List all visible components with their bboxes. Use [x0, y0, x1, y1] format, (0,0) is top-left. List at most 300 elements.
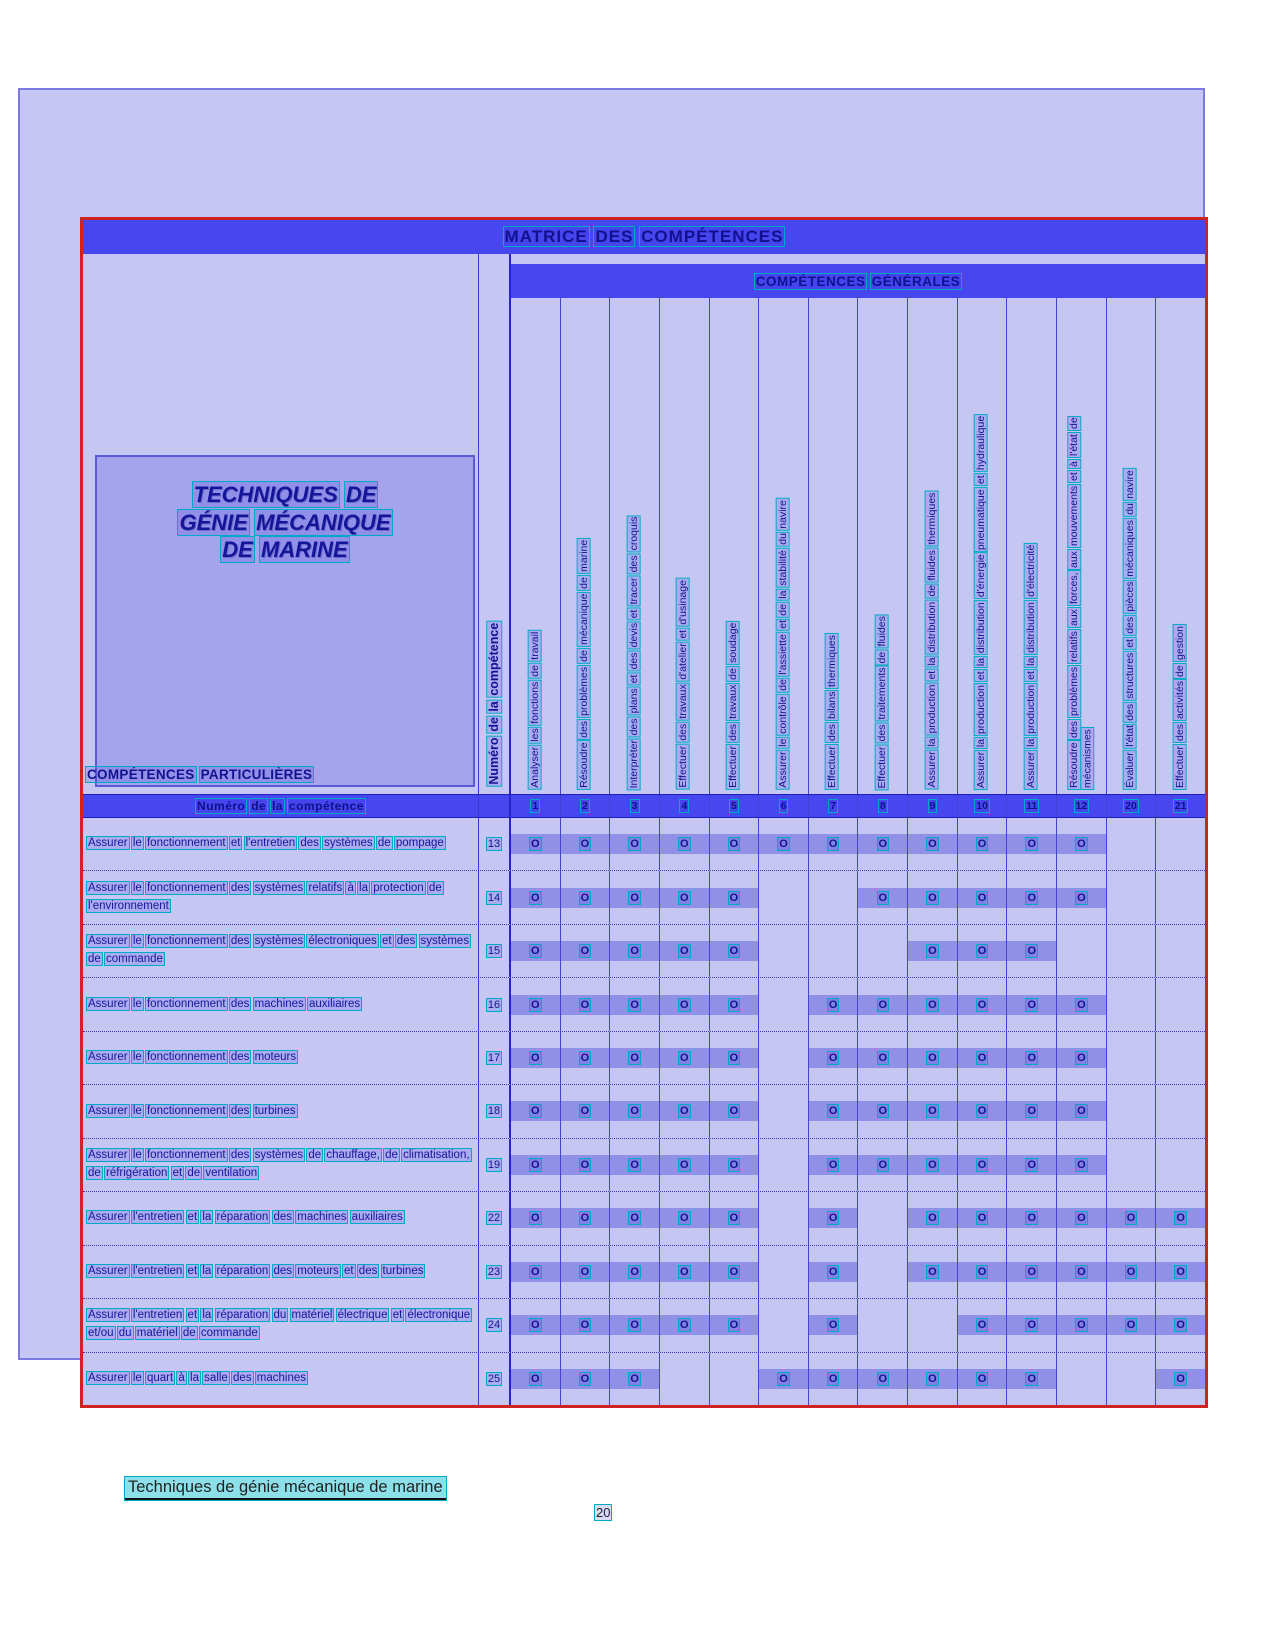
mark-band — [1057, 888, 1106, 908]
matrix-cell — [610, 978, 660, 1030]
word-box: Résoudre — [1067, 742, 1080, 788]
competency-mark: O — [729, 1105, 739, 1118]
word-box: d'électricité — [1024, 545, 1037, 598]
word-box: moteurs — [297, 1264, 339, 1277]
row-cells — [511, 1085, 1205, 1137]
competency-mark: O — [1126, 1319, 1136, 1332]
competency-mark: O — [878, 891, 888, 904]
competency-mark: O — [531, 1105, 540, 1118]
matrix-cell — [759, 1032, 809, 1084]
competency-mark: O — [580, 1212, 590, 1225]
word-box: fluides — [875, 615, 888, 646]
matrix-cell — [1107, 1085, 1157, 1137]
mark-band — [511, 1155, 560, 1175]
competency-number-cell — [858, 795, 908, 817]
mark-band — [610, 995, 659, 1015]
mark-band — [1007, 834, 1056, 854]
matrix-cell — [511, 978, 561, 1030]
matrix-cell — [809, 1085, 859, 1137]
number-row-label-cell — [83, 795, 479, 817]
matrix-cell — [561, 978, 611, 1030]
matrix-cell — [809, 818, 859, 870]
matrix-cell — [610, 1353, 660, 1405]
competency-mark: O — [630, 1319, 639, 1332]
competency-number-cell — [908, 795, 958, 817]
word-box: et — [392, 1309, 403, 1322]
matrix-cell — [908, 1139, 958, 1191]
mark-band — [660, 1155, 709, 1175]
competency-mark: O — [580, 1319, 590, 1332]
matrix-cell — [561, 1085, 611, 1137]
word-box: Assurer — [88, 881, 128, 894]
competency-mark: O — [779, 838, 788, 851]
word-box: structures — [1124, 652, 1137, 699]
matrix-cell — [561, 1299, 611, 1351]
competency-mark: O — [928, 1105, 937, 1118]
competency-mark: O — [630, 1158, 639, 1171]
competency-mark: O — [531, 1372, 540, 1385]
competency-mark: O — [977, 1052, 987, 1065]
word-box: et — [1124, 639, 1137, 648]
matrix-cell — [1007, 925, 1057, 977]
word-box: stabilité — [776, 550, 789, 587]
word-box: des — [230, 1051, 250, 1064]
matrix-cell — [660, 978, 710, 1030]
matrix-row — [83, 871, 1205, 924]
matrix-cell — [1156, 1299, 1205, 1351]
competency-mark: O — [977, 1212, 987, 1225]
mark-band — [958, 1155, 1007, 1175]
mark-band — [809, 1369, 858, 1389]
word-box: travaux — [677, 684, 690, 720]
mark-band — [511, 888, 560, 908]
competency-mark: O — [828, 1212, 838, 1225]
mark-band — [809, 995, 858, 1015]
word-box: et — [187, 1309, 198, 1322]
word-box: MATRICE — [504, 227, 588, 246]
competency-mark: O — [1027, 1265, 1036, 1278]
word-box: Assurer — [88, 1051, 128, 1064]
mark-band — [511, 834, 560, 854]
competency-mark: O — [928, 1052, 937, 1065]
word-box: Effectuer — [677, 746, 690, 788]
competency-number-cell — [759, 795, 809, 817]
word-box: fonctionnement — [146, 1104, 226, 1117]
word-box: et — [925, 671, 938, 680]
competency-mark: O — [878, 838, 888, 851]
competency-mark: O — [580, 1265, 590, 1278]
word-box: compétence — [288, 799, 364, 813]
row-label — [87, 1049, 297, 1067]
competency-number: 5 — [730, 800, 737, 812]
competency-mark: O — [1027, 1052, 1036, 1065]
general-competency-column — [660, 298, 710, 794]
mark-band — [610, 1208, 659, 1228]
word-box: systèmes — [254, 935, 304, 948]
matrix-cell — [809, 978, 859, 1030]
matrix-cell — [1057, 925, 1107, 977]
general-competency-label — [876, 615, 890, 789]
row-label — [87, 835, 445, 853]
word-box: machines — [297, 1211, 347, 1224]
competency-mark: O — [1126, 1265, 1136, 1278]
competency-mark: O — [828, 1158, 838, 1171]
row-number-cell — [479, 1246, 511, 1298]
word-box: du — [1124, 503, 1137, 516]
matrix-cell — [858, 1139, 908, 1191]
word-box: et — [627, 608, 640, 618]
mark-band — [1057, 1155, 1106, 1175]
matrix-rows — [83, 818, 1205, 1405]
mark-band — [561, 1315, 610, 1335]
word-box: et — [230, 837, 241, 850]
row-number: 19 — [487, 1158, 501, 1171]
competency-mark: O — [977, 1319, 987, 1332]
word-box: des — [826, 724, 839, 742]
word-box: travaux — [727, 684, 740, 720]
row-label — [87, 880, 474, 916]
word-box: matériel — [291, 1309, 333, 1322]
mark-band — [610, 941, 659, 961]
competency-mark: O — [878, 1105, 888, 1118]
competency-mark: O — [729, 891, 739, 904]
word-box: la — [202, 1211, 212, 1224]
matrix-cell — [958, 1085, 1008, 1137]
word-box: systèmes — [420, 935, 470, 948]
matrix-row — [83, 1246, 1205, 1299]
competency-mark: O — [1027, 1372, 1036, 1385]
competency-number-cell — [958, 795, 1008, 817]
mark-band — [1057, 1101, 1106, 1121]
competency-mark: O — [531, 1265, 540, 1278]
matrix-cell — [1057, 1139, 1107, 1191]
competency-mark: O — [828, 1372, 838, 1385]
word-box: systèmes — [324, 837, 373, 850]
mark-band — [710, 1048, 759, 1068]
word-box: du — [273, 1309, 287, 1322]
word-box: Assurer — [88, 837, 128, 850]
word-box: des — [230, 881, 250, 894]
word-box: Assurer — [88, 1371, 128, 1384]
competency-mark: O — [928, 891, 937, 904]
competency-mark: O — [977, 998, 987, 1011]
word-box: l'état — [1124, 725, 1137, 748]
word-box: thermiques — [925, 493, 938, 546]
competency-mark: O — [679, 891, 689, 904]
competency-mark: O — [878, 1158, 888, 1171]
matrix-cell — [511, 1299, 561, 1351]
word-box: systèmes — [254, 1149, 304, 1162]
mark-band — [958, 1208, 1007, 1228]
word-box: mécaniques — [1124, 520, 1137, 577]
row-label — [87, 996, 361, 1014]
competency-mark: O — [1176, 1212, 1185, 1225]
row-number-cell — [479, 871, 511, 923]
competency-mark: O — [1077, 838, 1086, 851]
mark-band — [858, 995, 907, 1015]
word-box: du — [118, 1327, 132, 1340]
word-box: électrique — [337, 1309, 388, 1322]
matrix-cell — [958, 925, 1008, 977]
competency-mark: O — [580, 998, 590, 1011]
competency-mark: O — [1176, 1372, 1185, 1385]
word-box: fonctionnement — [146, 997, 226, 1010]
competency-number: 1 — [532, 800, 539, 812]
matrix-cell — [809, 871, 859, 923]
word-box: de — [727, 668, 740, 681]
word-box: relatifs — [1067, 630, 1080, 662]
word-box: de — [925, 585, 938, 598]
row-number: 22 — [487, 1212, 501, 1225]
matrix-row — [83, 1299, 1205, 1352]
word-box: matériel — [136, 1327, 178, 1340]
word-box: et — [381, 935, 392, 948]
matrix-cell — [660, 818, 710, 870]
matrix-cell — [511, 818, 561, 870]
word-box: de — [251, 799, 267, 813]
matrix-cell — [660, 1085, 710, 1137]
matrix-cell — [1156, 1246, 1205, 1298]
competency-mark: O — [531, 945, 540, 958]
matrix-cell — [561, 1246, 611, 1298]
word-box: de — [776, 604, 789, 616]
word-box: et — [677, 629, 690, 639]
matrix-cell — [610, 1246, 660, 1298]
mark-band — [511, 941, 560, 961]
matrix-cell — [958, 871, 1008, 923]
word-box: la — [925, 657, 938, 667]
competency-matrix-table — [80, 217, 1208, 1408]
mark-band — [908, 1208, 957, 1228]
row-cells — [511, 1032, 1205, 1084]
word-box: fonctions — [528, 681, 541, 724]
word-box: réparation — [216, 1211, 269, 1224]
competency-mark: O — [580, 945, 590, 958]
word-box: le — [132, 1051, 142, 1064]
word-box: quart — [146, 1371, 174, 1384]
mark-band — [610, 1101, 659, 1121]
competency-mark: O — [828, 998, 838, 1011]
competency-number-cell — [660, 795, 710, 817]
mark-band — [908, 888, 957, 908]
word-box: climatisation, — [403, 1149, 470, 1162]
general-competency-column — [1057, 298, 1107, 794]
mark-band — [958, 834, 1007, 854]
general-competencies-band — [511, 264, 1205, 298]
competency-number: 9 — [929, 800, 936, 812]
general-competency-column — [561, 298, 611, 794]
competency-number-axis-label — [486, 622, 502, 786]
footer-program-title — [125, 1478, 446, 1497]
competency-mark: O — [531, 998, 540, 1011]
matrix-cell — [858, 1192, 908, 1244]
competency-mark: O — [1027, 945, 1036, 958]
competency-mark: O — [679, 1319, 689, 1332]
competency-mark: O — [828, 1319, 838, 1332]
matrix-cell — [1007, 1299, 1057, 1351]
row-label — [87, 1263, 424, 1281]
word-box: PARTICULIÈRES — [200, 767, 313, 782]
word-box: soudage — [727, 623, 740, 664]
matrix-cell — [858, 1299, 908, 1351]
row-label — [87, 1103, 297, 1121]
word-box: des — [230, 935, 250, 948]
word-box: et — [187, 1264, 198, 1277]
word-box: de — [1173, 664, 1186, 677]
page-panel — [18, 88, 1205, 1385]
matrix-cell — [610, 925, 660, 977]
general-competency-columns — [511, 298, 1205, 794]
row-number: 25 — [487, 1372, 501, 1385]
matrix-cell — [610, 1139, 660, 1191]
particular-competencies-header-cell — [83, 254, 479, 794]
matrix-cell — [908, 1246, 958, 1298]
competency-mark: O — [630, 1105, 639, 1118]
word-box: la — [190, 1371, 199, 1384]
competency-mark: O — [679, 1052, 689, 1065]
word-box: de — [528, 665, 541, 677]
word-box: Assurer — [88, 1104, 128, 1117]
competency-mark: O — [679, 1212, 689, 1225]
matrix-cell — [1156, 1192, 1205, 1244]
word-box: chauffage, — [326, 1149, 380, 1162]
word-box: Assurer — [88, 935, 128, 948]
competency-mark: O — [1077, 1158, 1086, 1171]
word-box: gestion — [1173, 626, 1186, 660]
competency-number-cell — [561, 795, 611, 817]
competency-number-cell — [1107, 795, 1157, 817]
word-box: des — [230, 997, 250, 1010]
competency-mark: O — [1077, 891, 1086, 904]
competency-mark: O — [828, 838, 838, 851]
general-competency-label — [1124, 469, 1138, 789]
mark-band — [660, 1315, 709, 1335]
matrix-cell — [908, 978, 958, 1030]
word-box: fonctionnement — [146, 1051, 226, 1064]
matrix-cell — [1057, 1032, 1107, 1084]
footer-program-title-text: Techniques de génie mécanique de marine — [125, 1477, 446, 1500]
competency-mark: O — [679, 838, 689, 851]
competency-number-column — [479, 254, 511, 794]
matrix-cell — [1156, 978, 1205, 1030]
mark-band — [561, 834, 610, 854]
mark-band — [809, 1208, 858, 1228]
competency-mark: O — [531, 1052, 540, 1065]
mark-band — [511, 1262, 560, 1282]
general-competency-label — [975, 415, 989, 789]
word-box: COMPÉTENCES — [87, 767, 195, 782]
general-competency-label — [1174, 625, 1188, 789]
word-box: de — [486, 717, 501, 733]
word-box: réparation — [216, 1264, 269, 1277]
word-box: Assurer — [88, 1211, 128, 1224]
word-box: des — [273, 1211, 293, 1224]
matrix-cell — [1057, 871, 1107, 923]
word-box: Numéro — [486, 737, 501, 785]
matrix-cell — [511, 1085, 561, 1137]
word-box: navire — [1124, 470, 1137, 499]
row-cells — [511, 1139, 1205, 1191]
mark-band — [610, 834, 659, 854]
matrix-cell — [1057, 1299, 1107, 1351]
matrix-cell — [1007, 1085, 1057, 1137]
row-label — [87, 933, 474, 969]
word-box: salle — [204, 1371, 228, 1384]
matrix-cell — [1156, 1085, 1205, 1137]
row-label-cell — [83, 1246, 479, 1298]
competency-mark: O — [580, 1105, 590, 1118]
row-label — [87, 1209, 404, 1227]
matrix-cell — [858, 1246, 908, 1298]
matrix-cell — [710, 925, 760, 977]
mark-band — [1107, 1262, 1156, 1282]
matrix-cell — [710, 1032, 760, 1084]
competency-mark: O — [580, 1158, 590, 1171]
matrix-cell — [858, 1032, 908, 1084]
matrix-cell — [511, 1032, 561, 1084]
word-box: le — [132, 1371, 142, 1384]
number-row-label — [196, 799, 365, 813]
word-box: des — [727, 724, 740, 742]
word-box: électroniques — [308, 935, 377, 948]
word-box: de — [578, 577, 591, 589]
word-box: des — [1173, 724, 1186, 742]
word-box: forces, — [1067, 572, 1080, 605]
word-box: des — [300, 837, 319, 850]
word-box: Évaluer — [1124, 752, 1137, 788]
matrix-cell — [858, 818, 908, 870]
mark-band — [710, 834, 759, 854]
word-box: pneumatique — [975, 488, 988, 550]
mark-band — [1057, 1315, 1106, 1335]
word-box: Assurer — [88, 1264, 128, 1277]
competency-mark: O — [729, 1212, 739, 1225]
matrix-cell — [1107, 978, 1157, 1030]
matrix-row — [83, 1139, 1205, 1192]
row-cells — [511, 925, 1205, 977]
word-box: réparation — [216, 1309, 269, 1322]
competency-mark: O — [531, 838, 540, 851]
matrix-cell — [511, 871, 561, 923]
word-box: et — [344, 1264, 354, 1277]
word-box: des — [273, 1264, 293, 1277]
row-cells — [511, 871, 1205, 923]
word-box: à — [347, 881, 354, 894]
word-box: turbines — [382, 1264, 424, 1277]
matrix-cell — [809, 1299, 859, 1351]
mark-band — [561, 1101, 610, 1121]
mark-band — [710, 1101, 759, 1121]
competency-mark: O — [729, 998, 739, 1011]
word-box: tracer — [627, 577, 640, 605]
word-box: et — [975, 671, 988, 680]
competency-mark: O — [531, 1158, 540, 1171]
competency-mark: O — [977, 1372, 987, 1385]
matrix-cell — [759, 871, 809, 923]
word-box: DES — [595, 227, 634, 246]
row-number: 14 — [487, 891, 501, 904]
competency-mark: O — [928, 1372, 937, 1385]
word-box: aux — [1067, 608, 1080, 626]
general-competencies-label — [755, 274, 962, 289]
matrix-cell — [1107, 925, 1157, 977]
matrix-cell — [511, 1192, 561, 1244]
word-box: production — [1024, 684, 1037, 734]
mark-band — [1107, 1315, 1156, 1335]
word-box: des — [677, 724, 690, 742]
word-box: MÉCANIQUE — [256, 509, 391, 535]
matrix-cell — [1156, 925, 1205, 977]
